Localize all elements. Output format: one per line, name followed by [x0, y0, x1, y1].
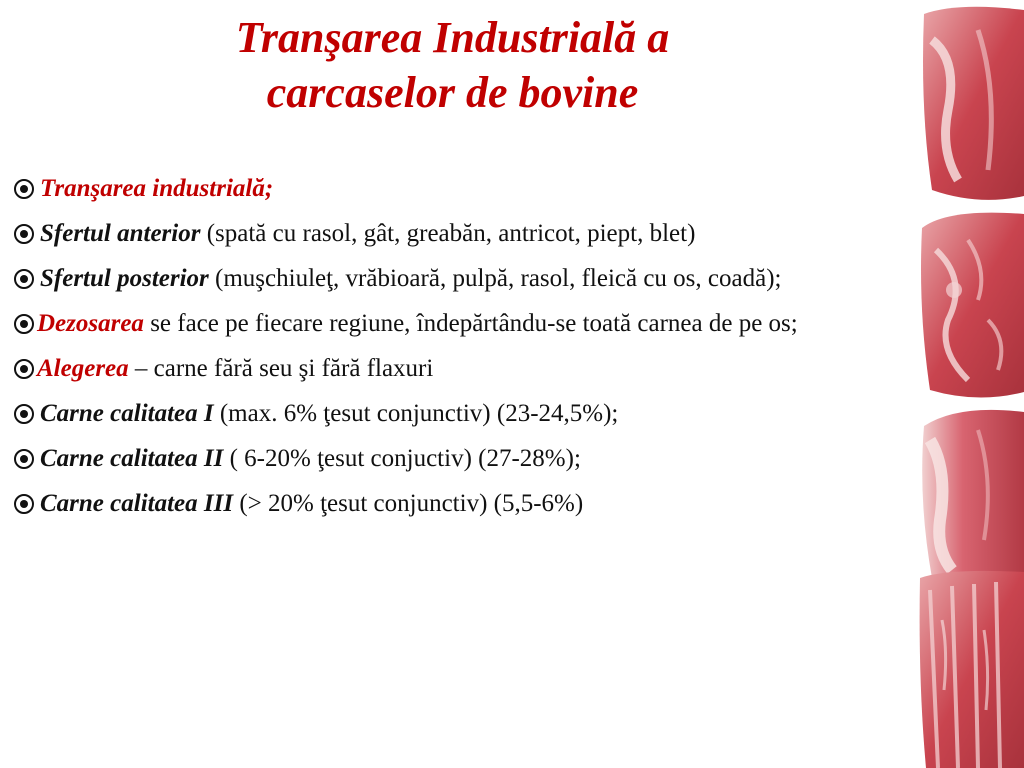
bullet-term: Carne calitatea II	[40, 445, 224, 472]
slide-title	[0, 10, 905, 120]
meat-cut-4	[920, 571, 1024, 768]
bullet-term: Sfertul posterior	[40, 265, 209, 292]
meat-cut-3	[922, 410, 1024, 585]
bullet-target-icon	[14, 314, 34, 334]
bullet-term: Sfertul anterior	[40, 220, 201, 247]
bullet-text: se face pe fiecare regiune, îndepărtându-se toată carnea de pe os;	[143, 310, 798, 337]
meat-cut-1	[923, 7, 1024, 200]
bullet-item	[14, 436, 902, 481]
title-line-1: Tranşarea Industrială a	[235, 13, 670, 62]
bullet-target-icon	[14, 494, 34, 514]
bullet-item	[14, 256, 902, 301]
bullet-target-icon	[14, 179, 34, 199]
bullet-target-icon	[14, 359, 34, 379]
meat-cuts-image	[918, 0, 1024, 768]
title-line-2: carcaselor de bovine	[266, 68, 639, 117]
bullet-term: Alegerea	[37, 355, 129, 382]
bullet-text: (spată cu rasol, gât, greabăn, antricot, piept, blet)	[200, 220, 696, 247]
bullet-target-icon	[14, 224, 34, 244]
bullet-item	[14, 481, 902, 526]
bullet-term: Tranşarea industrială;	[40, 175, 274, 202]
bullet-text: (> 20% ţesut conjunctiv) (5,5-6%)	[233, 490, 584, 517]
bullet-term: Carne calitatea III	[40, 490, 234, 517]
bullet-text: – carne fără seu şi fără flaxuri	[128, 355, 434, 382]
bullet-item	[14, 166, 902, 211]
bullet-item	[14, 211, 902, 256]
bullet-term: Carne calitatea I	[40, 400, 214, 427]
bullet-text: (muşchiuleţ, vrăbioară, pulpă, rasol, fleică cu os, coadă);	[208, 265, 782, 292]
bullet-target-icon	[14, 449, 34, 469]
meat-photo-strip	[918, 0, 1024, 768]
meat-cut-2	[921, 213, 1024, 398]
bullet-list	[14, 166, 902, 526]
bullet-target-icon	[14, 269, 34, 289]
bullet-item	[14, 301, 902, 346]
bullet-term: Dezosarea	[37, 310, 144, 337]
bullet-item	[14, 391, 902, 436]
bullet-text: (max. 6% ţesut conjunctiv) (23-24,5%);	[213, 400, 619, 427]
bullet-text: ( 6-20% ţesut conjuctiv) (27-28%);	[223, 445, 581, 472]
bullet-target-icon	[14, 404, 34, 424]
bullet-item	[14, 346, 902, 391]
